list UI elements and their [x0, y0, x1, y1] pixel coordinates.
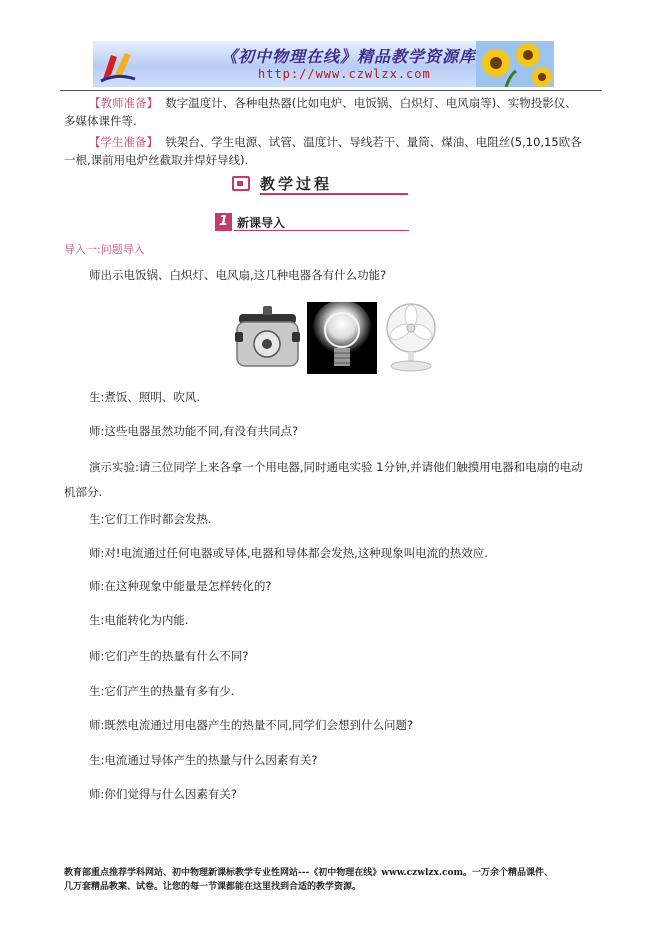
subsection-underline	[234, 230, 409, 231]
dialogue-line: 机部分.	[64, 485, 103, 499]
dialogue-line: 师:这些电器虽然功能不同,有没有共同点?	[89, 424, 299, 438]
intro-label: 导入一:问题导入	[64, 243, 145, 256]
banner-title: 《初中物理在线》精品教学资源库	[221, 47, 477, 66]
footer-line2: 几万套精品教案、试卷。让您的每一节课都能在这里找到合适的教学资源。	[64, 882, 362, 892]
dialogue-line: 师:在这种现象中能量是怎样转化的?	[89, 579, 272, 593]
student-prep-text: 铁架台、学生电源、试管、温度计、导线若干、量筒、煤油、电阻丝(5,10,15欧各	[165, 135, 582, 149]
teacher-prep-line2: 多媒体课件等.	[64, 114, 137, 128]
dialogue-line: 生:它们工作时都会发热.	[89, 512, 212, 526]
header-banner	[93, 41, 554, 87]
electric-fan-image	[381, 302, 441, 374]
student-prep-line1	[89, 134, 582, 151]
dialogue-line: 师:你们觉得与什么因素有关?	[89, 787, 237, 801]
monitor-icon	[232, 176, 250, 191]
teacher-prep-text: 数字温度计、各种电热器(比如电炉、电饭锅、白炽灯、电风扇等)、实物投影仪、	[165, 96, 577, 110]
subsection-title: 新课导入	[237, 216, 286, 230]
dialogue-line: 生:煮饭、照明、吹风.	[89, 390, 201, 404]
dialogue-line: 师出示电饭锅、白炽灯、电风扇,这几种电器各有什么功能?	[89, 268, 387, 282]
teacher-prep-line1	[89, 95, 577, 112]
student-prep-line2: 一根,课前用电炉丝截取并焊好导线).	[64, 153, 249, 167]
dialogue-line: 师:既然电流通过用电器产生的热量不同,同学们会想到什么问题?	[89, 718, 414, 732]
site-logo-icon	[97, 45, 137, 83]
dialogue-line: 生:电能转化为内能.	[89, 613, 189, 627]
light-bulb-image	[307, 302, 377, 374]
section-header	[232, 173, 408, 195]
dialogue-line: 演示实验:请三位同学上来各拿一个用电器,同时通电实验 1分钟,并请他们触摸用电器和电扇的电动	[89, 460, 583, 474]
banner-url: http://www.czwlzx.com	[258, 67, 431, 81]
sunflower-icon	[476, 41, 554, 87]
subsection-number: 1	[215, 213, 232, 231]
dialogue-line: 生:它们产生的热量有多有少.	[89, 684, 235, 698]
rice-cooker-image	[233, 302, 302, 374]
section-underline	[260, 193, 408, 195]
student-prep-label: 【学生准备】	[89, 135, 158, 149]
subsection-header	[215, 213, 409, 233]
teacher-prep-label: 【教师准备】	[89, 96, 158, 110]
dialogue-line: 师:它们产生的热量有什么不同?	[89, 649, 249, 663]
footer-line1: 教育部重点推荐学科网站、初中物理新课标教学专业性网站---《初中物理在线》www.czwlzx.com。一万余个精品课件、	[64, 868, 554, 878]
section-title: 教学过程	[260, 175, 333, 193]
dialogue-line: 生:电流通过导体产生的热量与什么因素有关?	[89, 753, 318, 767]
header-rule	[60, 90, 602, 91]
dialogue-line: 师:对!电流通过任何电器或导体,电器和导体都会发热,这种现象叫电流的热效应.	[89, 546, 488, 560]
